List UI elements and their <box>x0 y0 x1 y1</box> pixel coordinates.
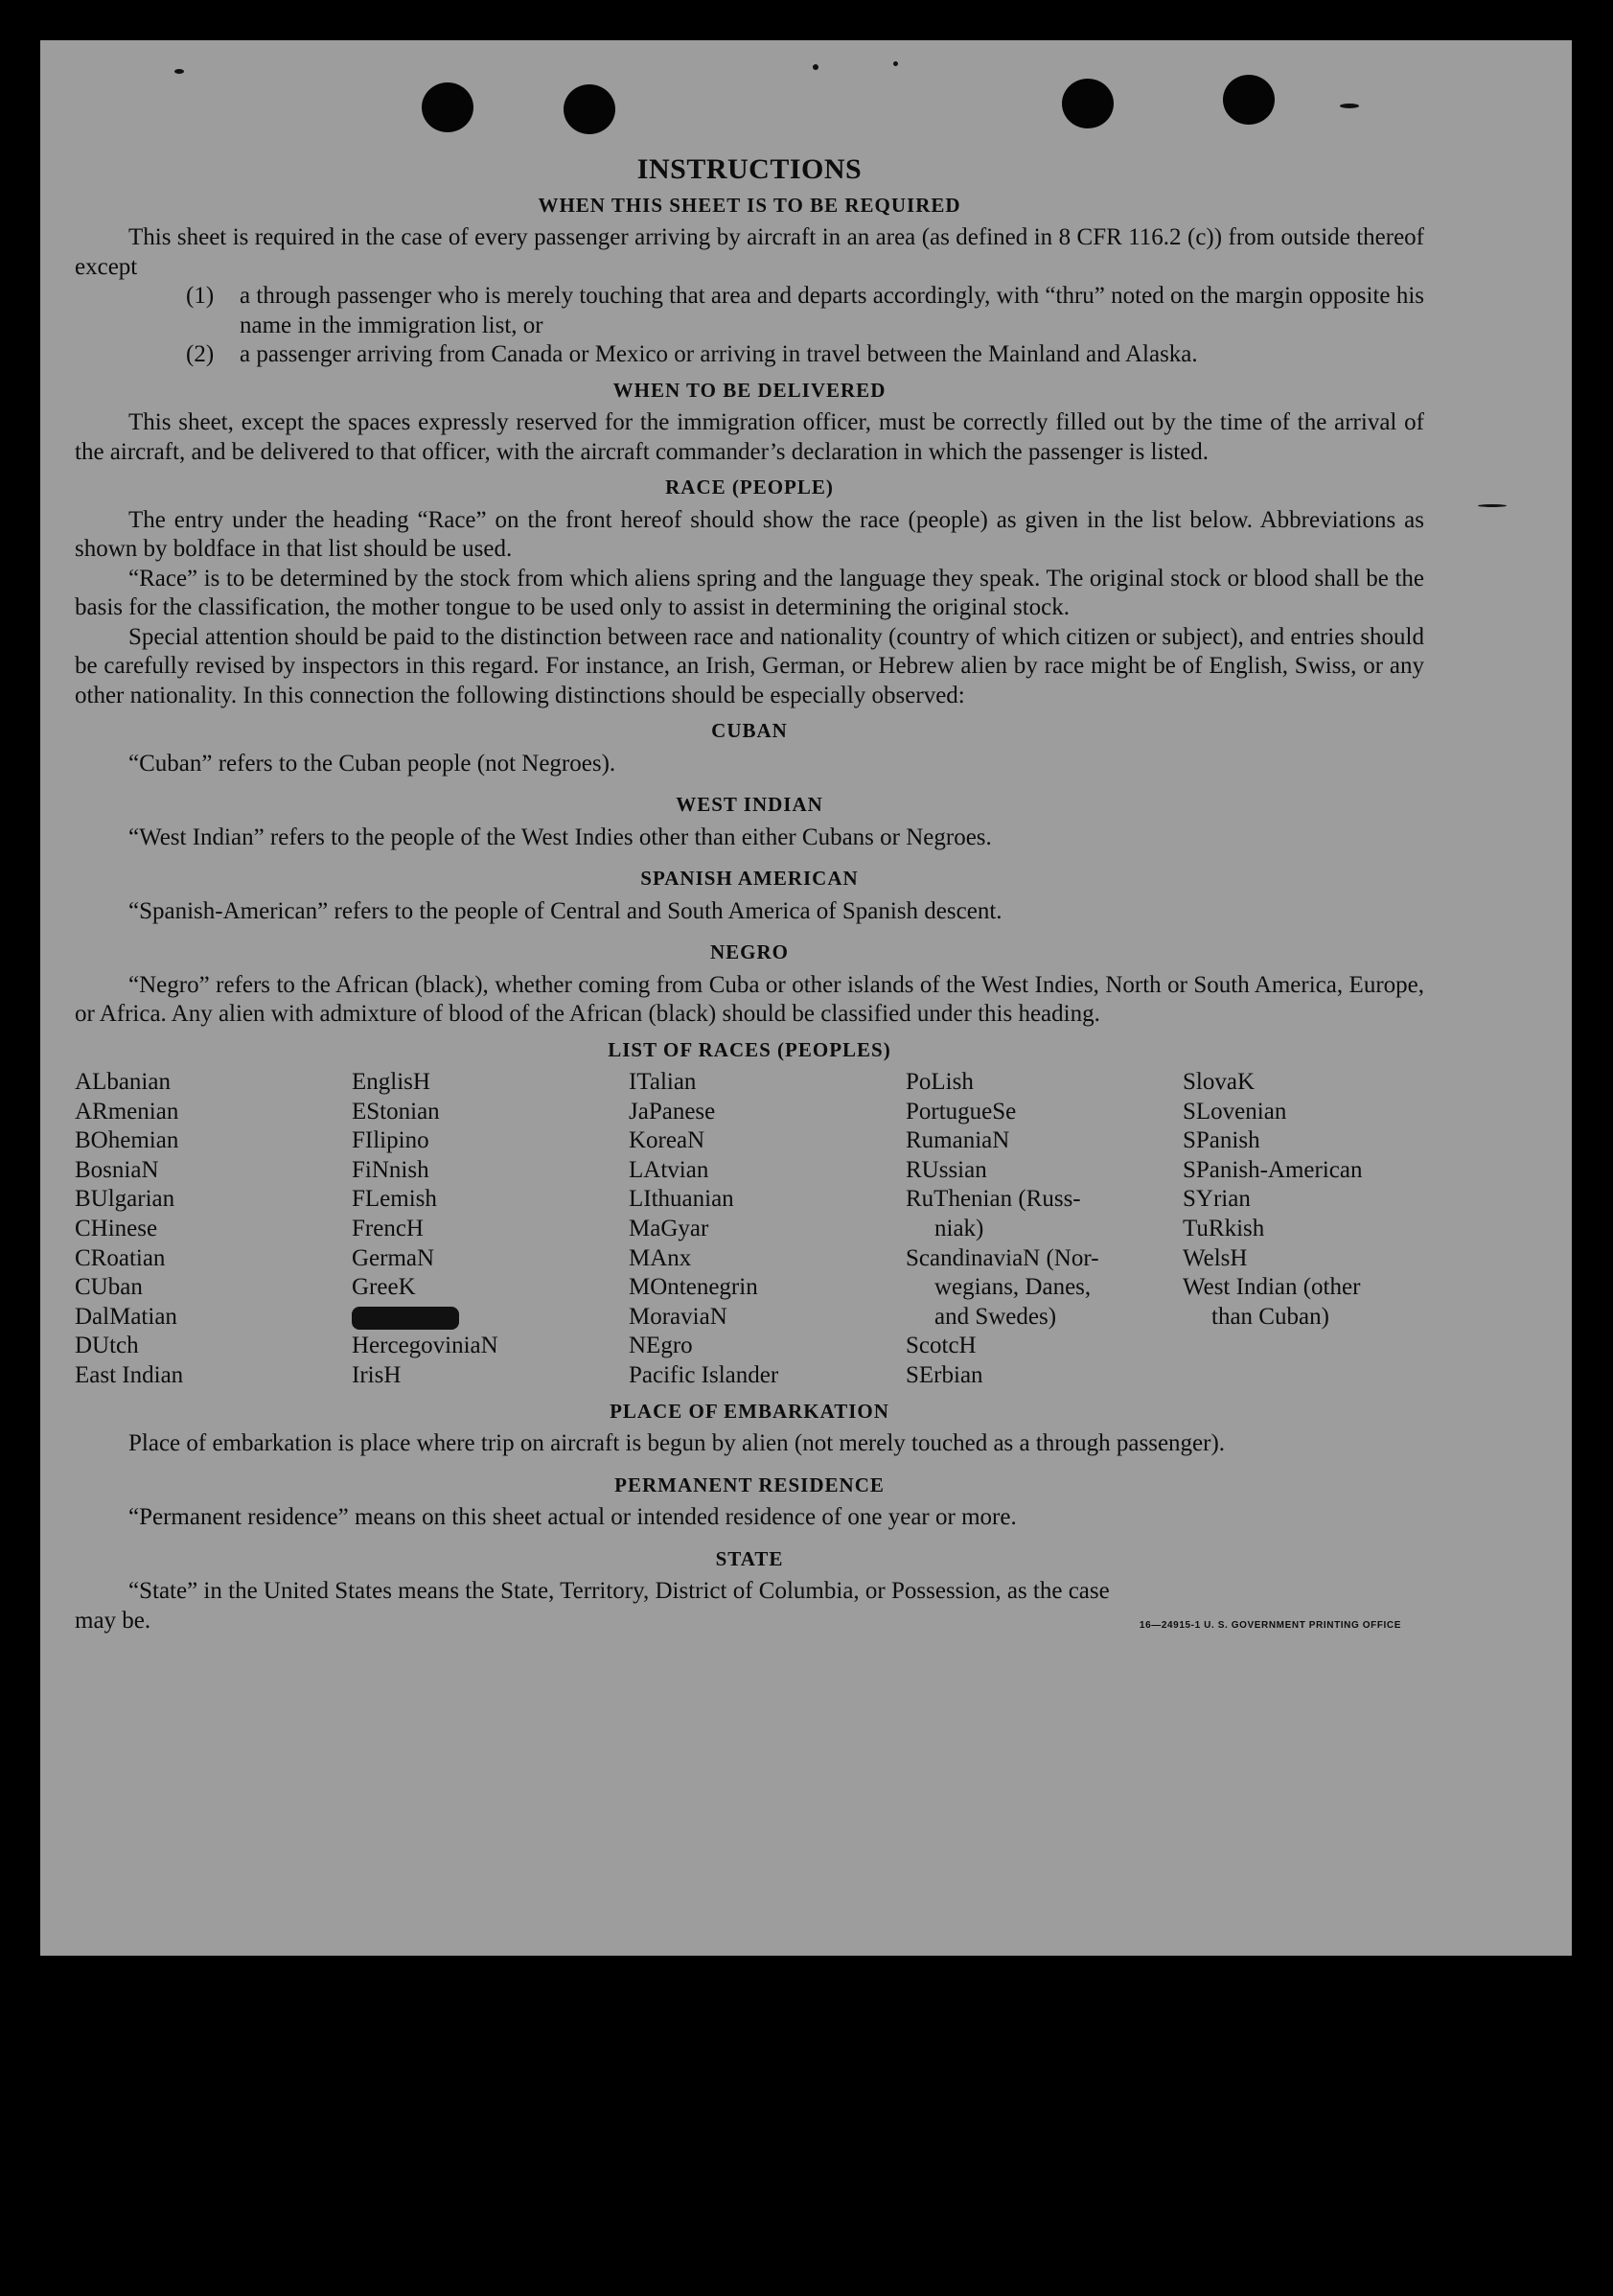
race-entry: SLovenian <box>1183 1098 1287 1125</box>
race-entry: LIthuanian <box>629 1186 734 1213</box>
race-entry: NEgro <box>629 1333 693 1359</box>
race-entry: RUssian <box>906 1156 987 1183</box>
race-entry: IrisH <box>352 1361 402 1388</box>
embarkation-text: Place of embarkation is place where trip on aircraft is begun by alien (not merely touched as a through passenger). <box>128 1430 1226 1457</box>
race-entry: CHinese <box>75 1215 158 1241</box>
race-entry: FrencH <box>352 1215 424 1241</box>
exception-item <box>186 282 1424 340</box>
state-text-end: may be. <box>75 1607 151 1634</box>
race-entry: ALbanian <box>75 1069 171 1095</box>
race-entry: ScotcH <box>906 1333 977 1359</box>
race-entry: ARmenian <box>75 1098 179 1125</box>
race-entry: MaGyar <box>629 1215 709 1241</box>
section-heading-list: LIST OF RACES (PEOPLES) <box>608 1037 891 1061</box>
race-entry: SErbian <box>906 1361 983 1388</box>
section-heading-negro: NEGRO <box>709 940 789 963</box>
ink-speck <box>1478 504 1507 507</box>
ink-speck <box>813 64 818 70</box>
punch-hole <box>422 82 473 132</box>
spanish-american-text: “Spanish-American” refers to the people of Central and South America of Spanish descent. <box>128 897 1002 924</box>
race-entry: SYrian <box>1183 1186 1251 1213</box>
race-entry: DalMatian <box>75 1303 177 1330</box>
ink-speck <box>893 61 898 66</box>
exception-item <box>186 340 1424 370</box>
race-column <box>75 1068 352 1391</box>
race-entry-continuation: niak) <box>934 1215 984 1241</box>
race-entry: FiNnish <box>352 1156 429 1183</box>
race-entry: MAnx <box>629 1244 692 1271</box>
document-sheet <box>40 40 1572 1956</box>
race-entry-continuation: and Swedes) <box>934 1303 1057 1330</box>
delivered-text: This sheet, except the spaces expressly reserved for the immigration officer, must be correctly filled out by the time of the arrival of the aircraft, and be delivered to that officer, with the aircraft commander’s declaration in which the passenger is listed. <box>75 409 1424 465</box>
exception-number: (2) <box>186 341 215 367</box>
section-heading-spanish-american: SPANISH AMERICAN <box>640 867 859 890</box>
residence-text: “Permanent residence” means on this sheet actual or intended residence of one year or more. <box>128 1504 1017 1531</box>
race-entry: ITalian <box>629 1069 697 1095</box>
race-column <box>906 1068 1183 1391</box>
race-entry: JaPanese <box>629 1098 716 1125</box>
race-entry: BosniaN <box>75 1156 159 1183</box>
race-column <box>629 1068 906 1391</box>
race-entry: PortugueSe <box>906 1098 1017 1125</box>
section-heading-residence: PERMANENT RESIDENCE <box>614 1473 885 1496</box>
race-entry: East Indian <box>75 1361 184 1388</box>
page-title: INSTRUCTIONS <box>636 153 863 185</box>
race-entry: GreeK <box>352 1274 416 1301</box>
punch-hole <box>1062 79 1114 128</box>
punch-hole <box>1223 75 1275 125</box>
section-heading-embarkation: PLACE OF EMBARKATION <box>610 1399 889 1423</box>
race-entry: FIlipino <box>352 1127 429 1154</box>
section-heading-delivered: WHEN TO BE DELIVERED <box>612 378 887 402</box>
race-entry-continuation: than Cuban) <box>1211 1303 1329 1330</box>
race-entry: RuThenian (Russ- <box>906 1186 1081 1213</box>
section-heading-west-indian: WEST INDIAN <box>676 793 823 816</box>
race-entry-continuation: wegians, Danes, <box>934 1274 1092 1301</box>
race-entry: TuRkish <box>1183 1215 1265 1241</box>
cuban-text: “Cuban” refers to the Cuban people (not Negroes). <box>128 750 616 777</box>
exception-text: a passenger arriving from Canada or Mexico or arriving in travel between the Mainland and Alaska. <box>240 341 1198 367</box>
section-heading-required: WHEN THIS SHEET IS TO BE REQUIRED <box>538 193 961 217</box>
race-entry: EnglisH <box>352 1069 430 1095</box>
negro-text: “Negro” refers to the African (black), whether coming from Cuba or other islands of the West Indies, North or South America, Europe, or Africa. Any alien with admixture of blood of the African (black) should be classified under this heading. <box>75 971 1424 1027</box>
race-entry: LAtvian <box>629 1156 709 1183</box>
race-paragraph-3: Special attention should be paid to the distinction between race and nationality (country of which citizen or subject), and entries should be carefully revised by inspectors in this regard. For instance, an Irish, German, or Hebrew alien by race might be of English, Swiss, or any other nationality. In this connection the following distinctions should be especially observed: <box>75 623 1424 708</box>
printer-mark: 16—24915-1 U. S. GOVERNMENT PRINTING OFFICE <box>1139 1619 1401 1631</box>
west-indian-text: “West Indian” refers to the people of the West Indies other than either Cubans or Negroes. <box>128 823 992 850</box>
race-entry: Pacific Islander <box>629 1361 779 1388</box>
race-entry: West Indian (other <box>1183 1274 1361 1301</box>
race-entry: MoraviaN <box>629 1303 727 1330</box>
race-entry: PoLish <box>906 1069 974 1095</box>
race-column <box>352 1068 629 1391</box>
race-entry: ScandinaviaN (Nor- <box>906 1244 1099 1271</box>
race-entry: DUtch <box>75 1333 139 1359</box>
punch-hole <box>564 84 615 134</box>
race-entry: RumaniaN <box>906 1127 1010 1154</box>
required-intro: This sheet is required in the case of every passenger arriving by aircraft in an area (as defined in 8 CFR 116.2 (c)) from outside thereof except <box>75 224 1424 280</box>
section-heading-state: STATE <box>715 1546 784 1570</box>
race-entry: WelsH <box>1183 1244 1248 1271</box>
race-entry: HercegoviniaN <box>352 1333 498 1359</box>
section-heading-race: RACE (PEOPLE) <box>665 475 834 499</box>
exception-number: (1) <box>186 283 215 309</box>
race-paragraph-2: “Race” is to be determined by the stock from which aliens spring and the language they speak. The original stock or blood shall be the basis for the classification, the mother tongue to be used only to assist in determining the original stock. <box>75 565 1424 620</box>
race-list <box>75 1068 1424 1391</box>
race-entry: CRoatian <box>75 1244 166 1271</box>
race-entry: EStonian <box>352 1098 440 1125</box>
race-entry: MOntenegrin <box>629 1274 758 1301</box>
race-entry: SPanish-American <box>1183 1156 1363 1183</box>
race-entry: CUban <box>75 1274 143 1301</box>
state-text: “State” in the United States means the State, Territory, District of Columbia, or Possession, as the case <box>128 1578 1110 1605</box>
race-column <box>1183 1068 1460 1391</box>
state-footer-line <box>75 1607 1424 1641</box>
exception-text: a through passenger who is merely touching that area and departs accordingly, with “thru” noted on the margin opposite his name in the immigration list, or <box>240 283 1424 338</box>
race-entry: BOhemian <box>75 1127 179 1154</box>
race-paragraph-1: The entry under the heading “Race” on the front hereof should show the race (people) as given in the list below. Abbreviations as shown by boldface in that list should be used. <box>75 506 1424 562</box>
instructions-content <box>75 155 1424 1640</box>
race-entry: SlovaK <box>1183 1069 1255 1095</box>
ink-speck <box>1340 104 1359 108</box>
ink-speck <box>174 69 184 74</box>
race-entry: GermaN <box>352 1244 435 1271</box>
ink-smear <box>352 1307 459 1330</box>
race-entry: KoreaN <box>629 1127 705 1154</box>
section-heading-cuban: CUBAN <box>711 719 788 742</box>
redacted-race-entry <box>352 1303 629 1333</box>
race-entry: FLemish <box>352 1186 437 1213</box>
race-entry: SPanish <box>1183 1127 1260 1154</box>
race-entry: BUlgarian <box>75 1186 175 1213</box>
